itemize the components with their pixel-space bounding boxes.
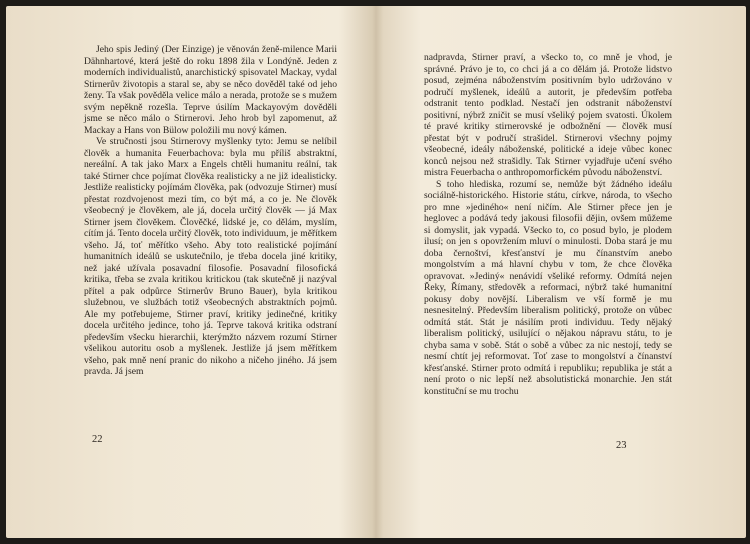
paragraph: Jeho spis Jediný (Der Einzige) je věnován ženě-milence Marii Dähnhartové, která ještě do roku 1898 žila v Londýně. Jeden z moderních individualistů, anarchistický spisovatel Mackay, vydal Stirnerův životopis a staral se, aby se něco dověděl také od jeho ženy. Ta však pověděla velice málo a nerada, protože se s mužem svým nepěkně rozešla. Teprve úsilím Mackayovým dověděli jsme se něco málo o Stirnerovi. Jeho hrob byl zapomenut, až Mackay a Hans von Bülow položili mu nový kámen.	[84, 44, 337, 136]
page-number: 22	[92, 434, 103, 445]
page-number: 23	[616, 440, 627, 451]
right-page	[376, 6, 746, 538]
paragraph: S toho hlediska, rozumí se, nemůže být žádného ideálu sociálně-historického. Historie státu, církve, národa, to všecho pro mne »jediného« není ničím. Ale Stirner přece jen je heglovec a podává tedy jakousi filosofii dějin, ovšem můžeme si domyslit, jak vypadá. Všecko to, co posud bylo, je plodem ilusí; on jen s opovržením mluví o minulosti. Doba stará je mu doba černoštví, křesťanství je mu čínanstvím anebo mongolstvím a má hlavní chybu v tom, že chce člověka opravovat. »Jediný« nenávidí všeliké reformy. Odmítá nejen Řeky, Římany, středověk a reformaci, nýbrž také humanitní pokusy doby novější. Liberalism ve vší formě je mu nesnesitelný. Především liberalism politický, protože on vůbec odmítá stát. Stát je násilím proti individuu. Tedy nějaký liberalism politický, usilující o nějakou nápravu státu, to je chyba sama v sobě. Stát o sobě a vůbec za nic nestojí, tedy se nesmí chtít jej reformovat. Toť zase to mongolství a čínanství křesťanské. Stirner proto odmítá i republiku; republika je stát a není proto o nic lepší než absolutistická monarchie. Jen stát konstituční se mu trochu	[424, 178, 672, 397]
paragraph: nadpravda, Stirner praví, a všecko to, co mně je vhod, je správné. Právo je to, co chci já a co dělám já. Protože lidstvo posud, zejména náboženstvím positivním bylo udržováno v područí myšlenek, ideálů a autorit, je především potřeba odstranit tento podklad. Nestačí jen odstranit náboženství positivní, nýbrž zničit se musí všeliký pojem svatosti. Úkolem té pravé kritiky stirnerovské je odbožnění — člověk musí přestat být v područí strašidel. Stirnerovi všechny pojmy všeobecné, ideály náboženské, politické a ideje vůbec konec konců nejsou než strašidly. Tak Stirner vyjadřuje učení svého mistra Feuerbacha o anthropomorfickém původu náboženství.	[424, 52, 672, 179]
paragraph: Ve stručnosti jsou Stirnerovy myšlenky tyto: Jemu se nelíbil člověk a humanita Feuerbachova: byla mu příliš abstraktní, nereální. A tak jako Marx a Engels chtěli humanitu reální, tak také Stirner chce pojímat člověka realisticky a ne již idealisticky. Jestliže realisticky pojímám člověka, pak (odvozuje Stirner) musí přestat rozdvojenost mezi tím, co být má, a co je. Ne člověk všeobecný je člověkem, ale já, docela určitý člověk — já Max Stirner jsem člověkem. Člověčké, lidské je, co dělám, myslím, cítím já. Tento docela určitý člověk, toto individuum, je měřítkem všeho. Já, toť měřítko všeho. Aby toto realistické pojímání humanitních ideálů se uskutečnilo, je třeba docela jiné kritiky, než jaké užívala posavadní filosofie. Posavadní filosofická kritika, třeba se zvala kritikou kritickou (tak skutečně ji nazýval přítel a pak odpůrce Stirnerův Bruno Bauer), byla kritikou služebnou, ve službách totiž všeobecných abstraktních pojmů. Ale my potřebujeme, Stirner praví, kritiky jedinečné, kritiky docela určitého jedince, toho já. Teprve taková kritika odstraní především všecku hierarchii, kterýmžto názvem rozumí Stirner všelikou autoritu osob a myšlenek. Jestliže já jsem měřítkem všeho, pak mně není pranic do nikoho a ničeho jiného. Já jsem pravda. Já jsem	[84, 136, 337, 378]
left-page	[6, 6, 376, 538]
right-page-text	[424, 52, 672, 397]
book-spread	[6, 6, 746, 538]
left-page-text	[84, 44, 337, 378]
